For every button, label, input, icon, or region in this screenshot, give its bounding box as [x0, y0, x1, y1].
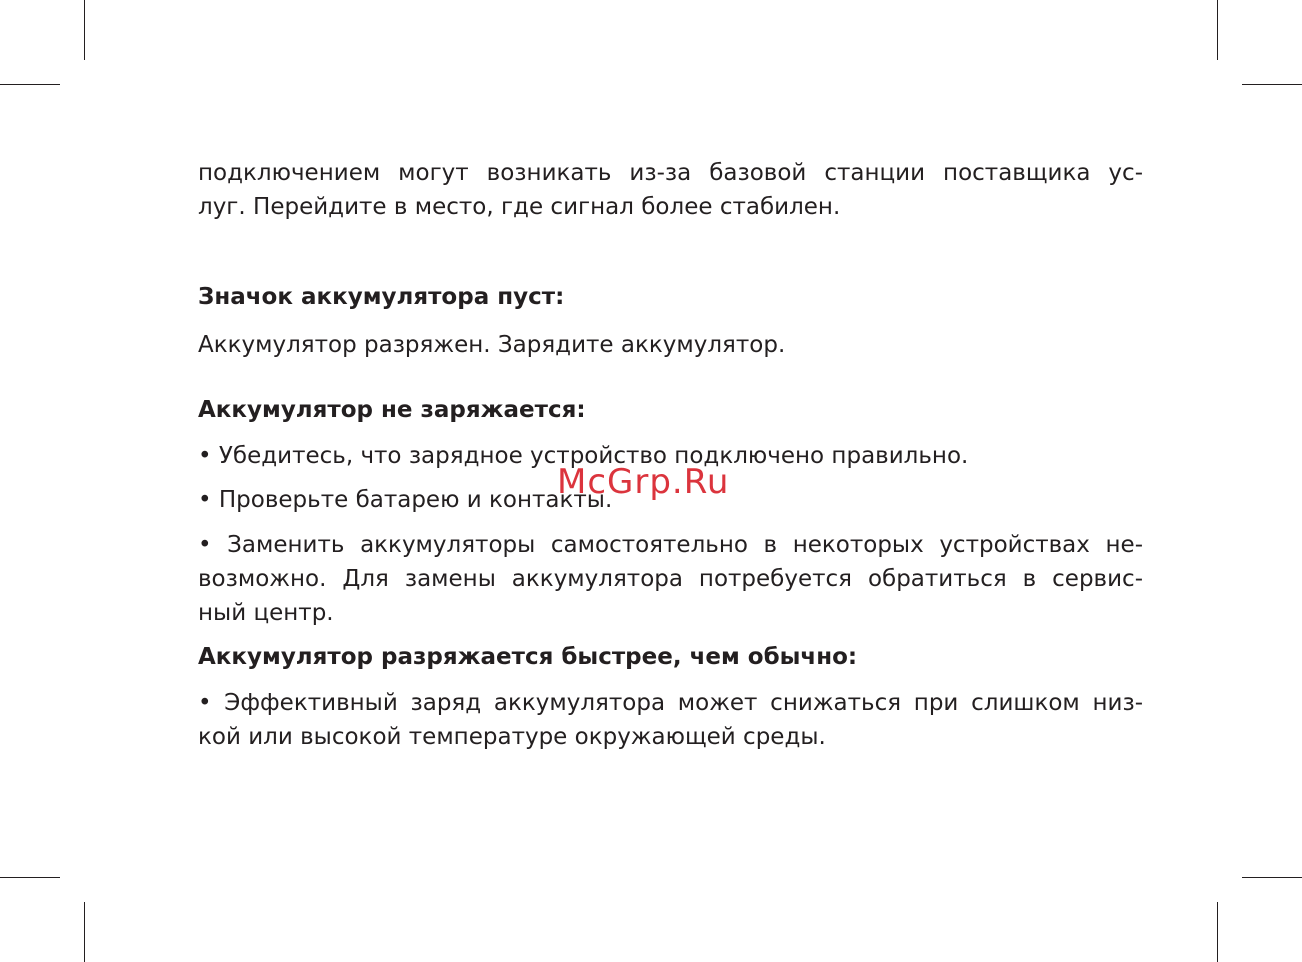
intro-line: подключением могут возникать из-за базовой станции поставщика ус-	[198, 160, 1143, 186]
bullet-line: • Заменить аккумуляторы самостоятельно в некоторых устройствах не-	[198, 532, 1143, 558]
paragraph-line: Аккумулятор разряжен. Зарядите аккумулятор.	[198, 332, 786, 358]
section-paragraph	[198, 328, 1143, 362]
crop-mark-bottom-left-vertical	[84, 902, 85, 962]
crop-mark-top-left-horizontal	[0, 84, 60, 85]
bullet-item	[198, 528, 1143, 630]
bullet-line: • Эффективный заряд аккумулятора может снижаться при слишком низ-	[198, 690, 1143, 716]
watermark: McGrp.Ru	[557, 462, 730, 502]
section-heading-not-charging: Аккумулятор не заряжается:	[198, 397, 586, 423]
bullet-line: возможно. Для замены аккумулятора потребуется обратиться в сервис-	[198, 566, 1143, 592]
crop-mark-top-right-horizontal	[1242, 84, 1302, 85]
bullet-line: кой или высокой температуре окружающей среды.	[198, 724, 826, 750]
bullet-line: • Проверьте батарею и контакты.	[198, 487, 613, 513]
section-heading-battery-empty: Значок аккумулятора пуст:	[198, 284, 565, 310]
bullet-line: • Убедитесь, что зарядное устройство подключено правильно.	[198, 443, 969, 469]
intro-line: луг. Перейдите в место, где сигнал более стабилен.	[198, 194, 841, 220]
crop-mark-top-left-vertical	[84, 0, 85, 60]
crop-mark-bottom-right-horizontal	[1242, 877, 1302, 878]
page-content	[198, 156, 1143, 754]
intro-paragraph	[198, 156, 1143, 224]
crop-mark-bottom-left-horizontal	[0, 877, 60, 878]
bullet-item	[198, 686, 1143, 754]
bullet-line: ный центр.	[198, 600, 334, 626]
section-heading-drains-fast: Аккумулятор разряжается быстрее, чем обычно:	[198, 644, 858, 670]
crop-mark-top-right-vertical	[1217, 0, 1218, 60]
crop-mark-bottom-right-vertical	[1217, 902, 1218, 962]
